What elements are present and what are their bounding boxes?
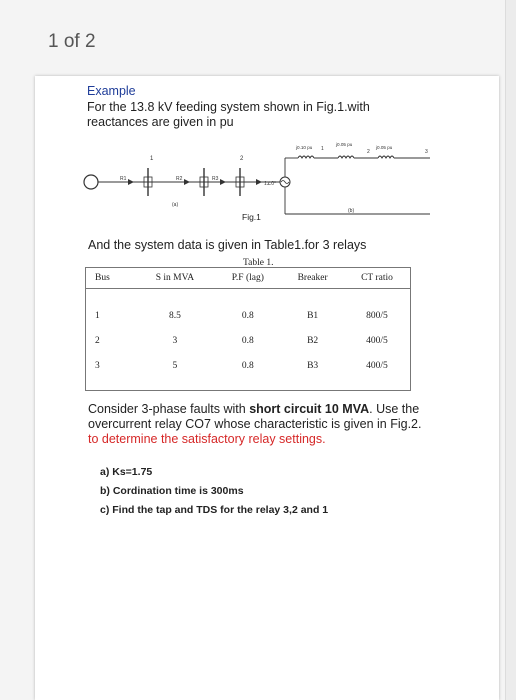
- table-cell: 0.8: [241, 335, 254, 346]
- viewer-scrollbar[interactable]: [505, 0, 516, 700]
- table-cell: 800/5: [366, 310, 388, 321]
- fault-label-a: (a): [172, 202, 179, 208]
- table-cell: 8.5: [168, 310, 181, 321]
- node-label-2: 2: [367, 149, 370, 155]
- column-header-s-mva: S in MVA: [135, 267, 214, 289]
- table-cell: 400/5: [366, 335, 388, 346]
- reactance-x2: [338, 156, 354, 158]
- arrow-3-icon: [220, 179, 226, 185]
- reactance-label-3: j0.05 pu: [376, 145, 393, 150]
- single-line-diagram: [80, 138, 440, 218]
- relay-label-r3: R3: [212, 176, 219, 182]
- sine-icon: [281, 181, 289, 184]
- table-cell: 1: [95, 310, 100, 321]
- system-data-text: And the system data is given in Table1.for 3 relays: [88, 238, 367, 252]
- table-row: [85, 353, 410, 378]
- diagram-node-2: 2: [240, 156, 244, 162]
- node-label-3: 3: [425, 149, 428, 155]
- intro-text: For the 13.8 kV feeding system shown in Fig.1.with reactances are given in pu: [87, 100, 370, 129]
- problem-statement: [88, 402, 434, 447]
- source-voltage-label: 1∠0°: [264, 181, 277, 187]
- task-item-c: c) Find the tap and TDS for the relay 3,2 and 1: [100, 504, 329, 516]
- table-title: Table 1.: [243, 258, 274, 268]
- table-header-row: [85, 267, 410, 289]
- arrow-4-icon: [256, 179, 262, 185]
- reactance-x1: [298, 156, 314, 158]
- reactance-label-2: j0.05 pu: [336, 142, 353, 147]
- diagram-node-1: 1: [150, 156, 154, 162]
- table-cell: B1: [307, 310, 319, 321]
- arrow-2-icon: [184, 179, 190, 185]
- table-cell: 2: [95, 335, 100, 346]
- arrow-1-icon: [128, 179, 134, 185]
- table-row: [85, 328, 410, 353]
- column-header-ct-ratio: CT ratio: [344, 267, 410, 289]
- problem-text-part2: . Use the overcurrent relay CO7 whose characteristic is given in Fig.2.: [88, 402, 422, 431]
- reactance-label-1: j0.10 pu: [296, 145, 313, 150]
- relay-label-r2: R2: [176, 176, 183, 182]
- table-cell: 400/5: [366, 360, 388, 371]
- problem-text-bold: short circuit 10 MVA: [249, 402, 370, 416]
- table-cell: 0.8: [241, 360, 254, 371]
- generator-left-icon: [84, 175, 98, 189]
- column-header-pf: P.F (lag): [214, 267, 281, 289]
- example-heading: Example: [87, 84, 136, 98]
- table-cell: B3: [307, 360, 319, 371]
- table-row: [85, 303, 410, 328]
- task-item-b: b) Cordination time is 300ms: [100, 485, 244, 497]
- task-item-a: a) Ks=1.75: [100, 466, 153, 478]
- figure-caption: Fig.1: [242, 212, 261, 222]
- table-cell: 0.8: [241, 310, 254, 321]
- table-cell: 3: [172, 335, 178, 346]
- reactance-x3: [378, 156, 394, 158]
- table-cell: B2: [307, 335, 319, 346]
- column-header-breaker: Breaker: [281, 267, 344, 289]
- table-cell: 5: [172, 360, 178, 371]
- problem-text-part1: Consider 3-phase faults with: [88, 402, 250, 416]
- fault-label-b: (b): [348, 208, 355, 214]
- task-list: [100, 463, 328, 520]
- relay-data-table: [85, 267, 410, 378]
- table-spacer: [85, 289, 410, 304]
- column-header-bus: Bus: [85, 267, 135, 289]
- table-cell: 3: [95, 360, 100, 371]
- page-indicator: 1 of 2: [48, 31, 96, 52]
- node-label-1: 1: [321, 146, 324, 152]
- relay-label-r1: R1: [120, 176, 127, 182]
- problem-text-highlight: to determine the satisfactory relay settings.: [88, 432, 326, 446]
